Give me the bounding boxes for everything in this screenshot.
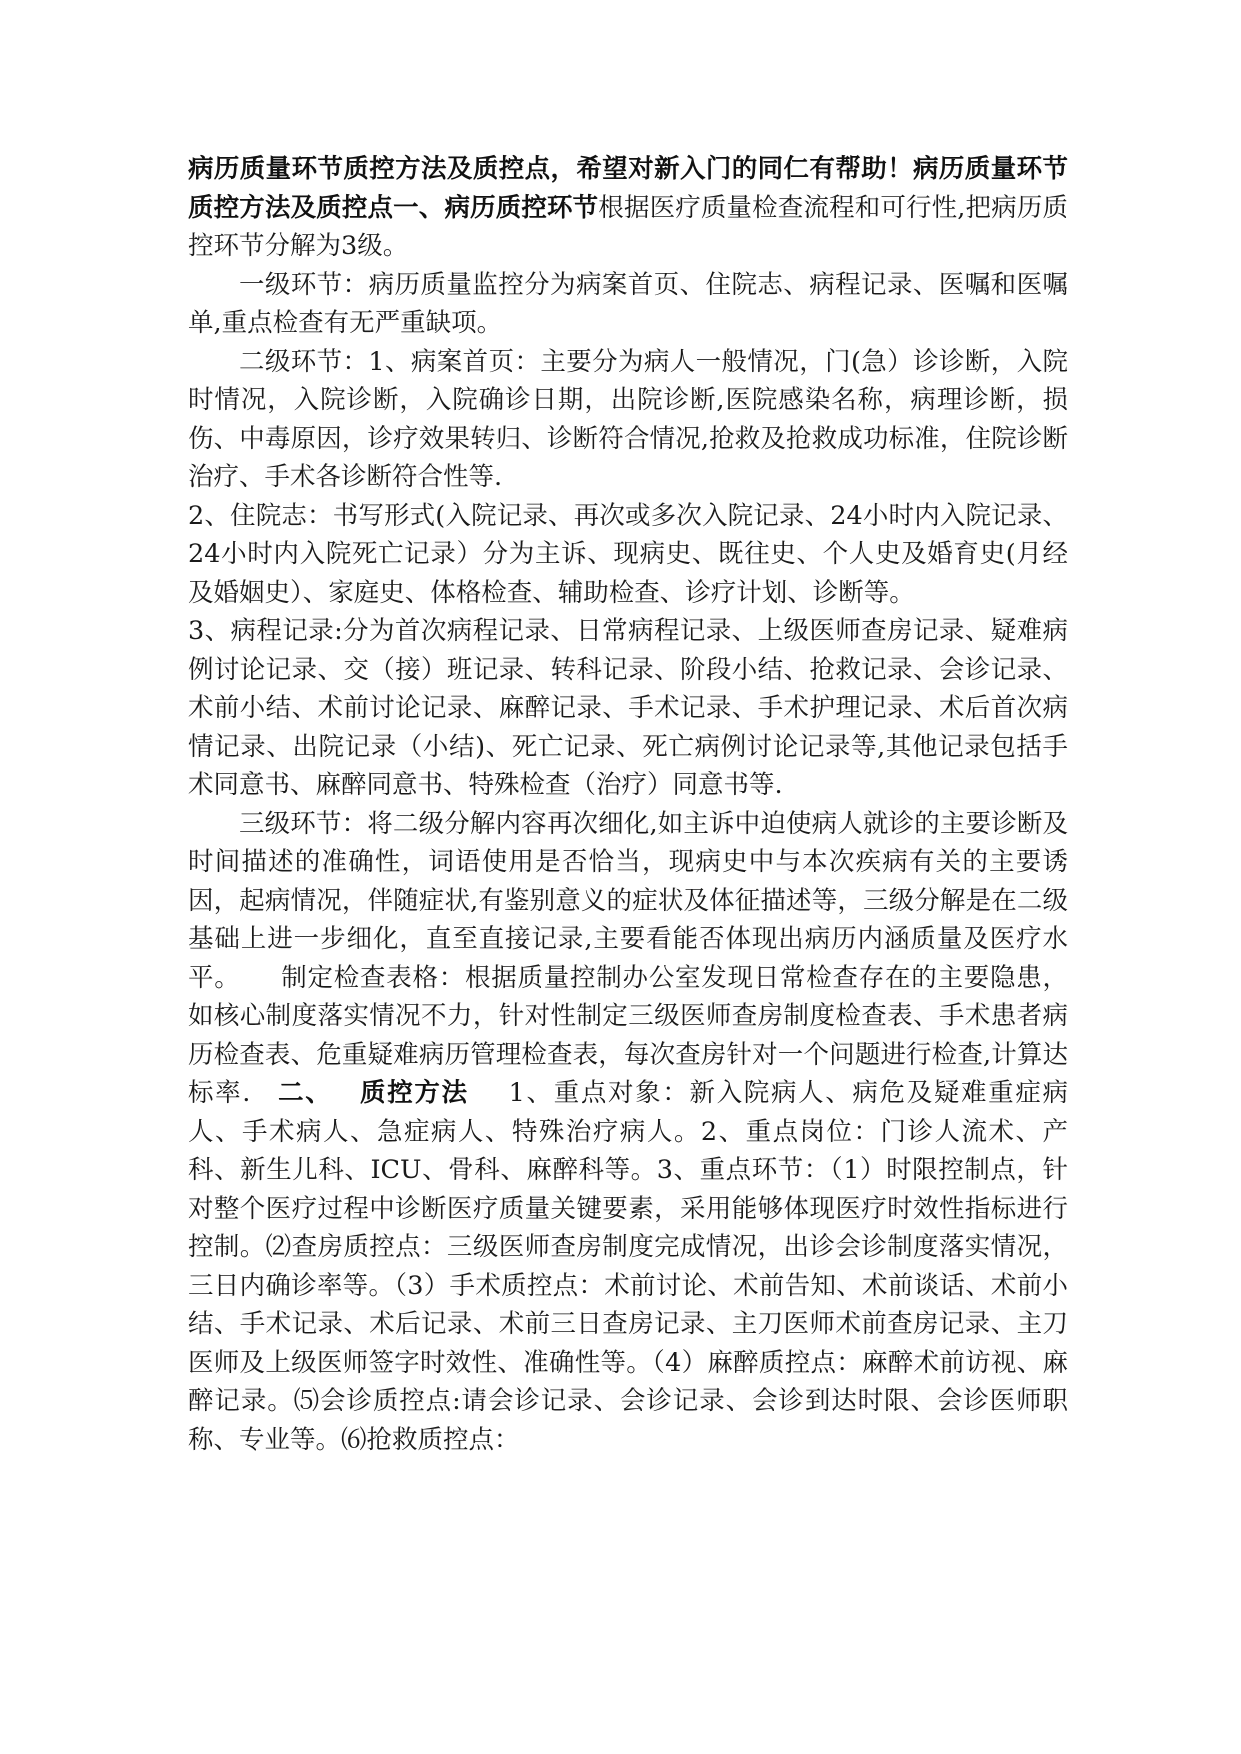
level2-admission-paragraph: 2、住院志：书写形式(入院记录、再次或多次入院记录、24小时内入院记录、24小时内入院死亡记录）分为主诉、现病史、既往史、个人史及婚育史(月经及婚姻史）、家庭史、体格检查、辅助检查、诊疗计划、诊断等。 xyxy=(188,500,1068,608)
section1-heading: 病历质控环节 xyxy=(444,192,599,223)
level2-progress-paragraph: 3、病程记录:分为首次病程记录、日常病程记录、上级医师查房记录、疑难病例讨论记录、交（接）班记录、转科记录、阶段小结、抢救记录、会诊记录、术前小结、术前讨论记录、麻醉记录、手术记录、手术护理记录、术后首次病情记录、出院记录（小结)、死亡记录、死亡病例讨论记录等,其他记录包括手术同意书、麻醉同意书、特殊检查（治疗）同意书等. xyxy=(188,616,1068,800)
intro-paragraph xyxy=(188,150,1068,266)
section2-text: 1、重点对象：新入院病人、病危及疑难重症病人、手术病人、急症病人、特殊治疗病人。2、重点岗位：门诊人流术、产科、新生儿科、ICU、骨科、麻醉科等。3、重点环节：（1）时限控制点，针对整个医疗过程中诊断医疗质量关键要素，采用能够体现医疗时效性指标进行控制。⑵查房质控点：三级医师查房制度完成情况，出诊会诊制度落实情况，三日内确诊率等。（3）手术质控点：术前讨论、术前告知、术前谈话、术前小结、手术记录、术后记录、术前三日查房记录、主刀医师术前查房记录、主刀医师及上级医师签字时效性、准确性等。（4）麻醉质控点：麻醉术前访视、麻醉记录。⑸会诊质控点:请会诊记录、会诊记录、会诊到达时限、会诊医师职称、专业等。⑹抢救质控点： xyxy=(188,1078,1068,1455)
document-body xyxy=(188,150,1068,1459)
level1-paragraph: 一级环节：病历质量监控分为病案首页、住院志、病程记录、医嘱和医嘱单,重点检查有无严重缺项。 xyxy=(188,269,1068,338)
level3-text: 三级环节：将二级分解内容再次细化,如主诉中迫使病人就诊的主要诊断及时间描述的准确性，词语使用是否恰当，现病史中与本次疾病有关的主要诱因，起病情况，伴随症状,有鉴别意义的症状及体征描述等，三级分解是在二级基础上进一步细化，直至直接记录,主要看能否体现出病历内涵质量及医疗水平。 xyxy=(188,808,1068,993)
section2-number: 二、 xyxy=(276,1078,333,1108)
section2-heading: 质控方法 xyxy=(358,1078,469,1108)
table-label: 制定检查表格： xyxy=(280,962,465,993)
level2-paragraph: 二级环节：1、病案首页：主要分为病人一般情况，门(急）诊诊断，入院时情况，入院诊断，入院确诊日期，出院诊断,医院感染名称，病理诊断，损伤、中毒原因，诊疗效果转归、诊断符合情况,抢救及抢救成功标准，住院诊断治疗、手术各诊断符合性等. xyxy=(188,346,1068,492)
table-text: 根据质量控制办公室发现日常检查存在的主要隐患，如核心制度落实情况不力，针对性制定三级医师查房制度检查表、手术患者病历检查表、危重疑难病历管理检查表，每次查房针对一个问题进行检查,计算达标率. xyxy=(188,962,1068,1108)
section1-intro: 根据医疗质量检查流程和可行性,把病历质控环节分解为3级。 xyxy=(188,192,1068,261)
level3-paragraph xyxy=(188,805,1068,1460)
document-title: 病历质量环节质控方法及质控点，希望对新入门的同仁有帮助！病历质量环节质控方法及质控点一、 xyxy=(188,154,1068,223)
